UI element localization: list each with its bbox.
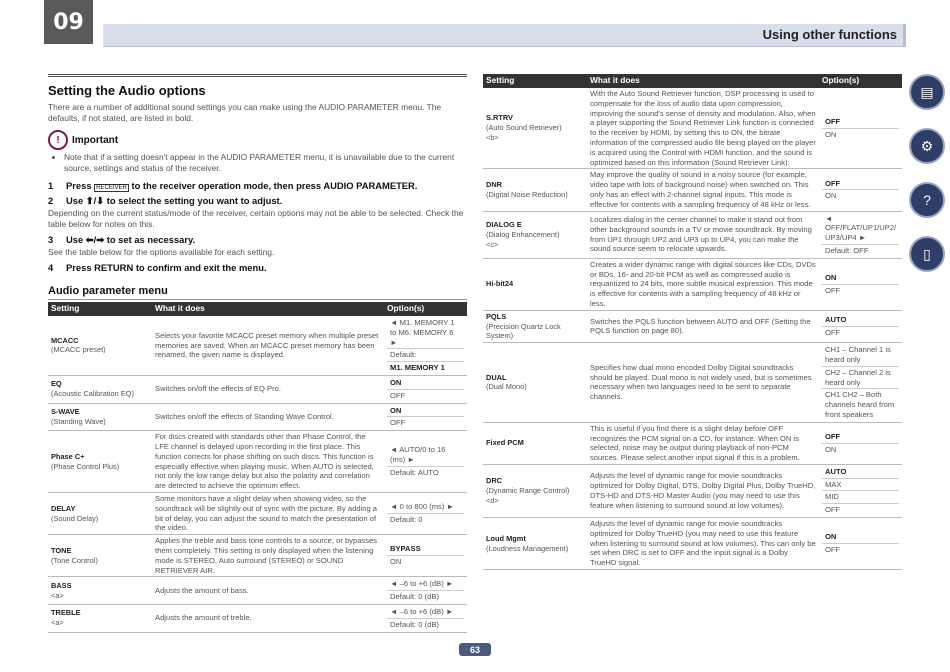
page-number: 63: [459, 643, 491, 656]
setting-cell: [483, 343, 587, 423]
option-value: ◄ –6 to +6 (dB) ►: [387, 606, 464, 619]
steps-list: [48, 180, 467, 273]
what-it-does-cell: Selects your favorite MCACC preset memory when multiple preset memories are saved. When an MCACC preset memory has been renamed, the given name is displayed.: [152, 316, 384, 375]
options-cell: [384, 492, 467, 534]
option-value: Default: 0 (dB): [390, 592, 439, 602]
setting-cell: [483, 258, 587, 310]
option-value: M1. MEMORY 1: [390, 363, 445, 373]
important-note: • Note that if a setting doesn't appear in the AUDIO PARAMETER menu, it is unavailable due to the current source, settings and status of the receiver.: [64, 152, 467, 174]
header-divider: [103, 46, 906, 47]
options-cell: [819, 518, 902, 570]
table-row: [48, 375, 467, 403]
section-title: Setting the Audio options: [48, 83, 206, 98]
table-row: [48, 604, 467, 632]
step-text: Press RETURN to confirm and exit the menu.: [66, 262, 267, 273]
option-value: OFF: [825, 545, 841, 555]
table-row: [483, 211, 902, 258]
right-column: [483, 74, 902, 570]
option-value: AUTO: [822, 314, 899, 327]
option-value: OFF: [825, 505, 841, 515]
setting-cell: [483, 310, 587, 342]
left-column: [48, 74, 467, 633]
section-rule: [48, 74, 467, 77]
option-value: ON: [825, 444, 837, 454]
table-row: [483, 88, 902, 169]
setting-name: Fixed PCM: [486, 438, 524, 448]
setting-name: TREBLE: [51, 608, 81, 618]
option-value: ◄ –6 to +6 (dB) ►: [387, 578, 464, 591]
setting-name: PQLS: [486, 311, 507, 321]
option-value: OFF: [822, 431, 899, 444]
header-title: Using other functions: [762, 27, 897, 42]
important-label: Important: [72, 134, 119, 146]
what-it-does-cell: Specifies how dual mono encoded Dolby Digital soundtracks should be played. Dual mono is not widely used, but is sometimes necessary when two languages need to be sent to separate channels.: [587, 343, 819, 423]
setting-subtitle: (Digital Noise Reduction): [486, 189, 568, 199]
table-header-row: [483, 74, 902, 88]
table-row: [48, 403, 467, 431]
setting-subtitle: (Sound Delay): [51, 513, 99, 523]
setting-subtitle: <a>: [51, 590, 64, 600]
setting-name: DELAY: [51, 503, 76, 513]
step-item: [48, 180, 467, 191]
setting-cell: [483, 169, 587, 211]
setting-cell: [483, 422, 587, 464]
setting-code: <b>: [486, 133, 499, 143]
what-it-does-cell: Localizes dialog in the center channel to make it stand out from other background sounds in a TV or movie soundtrack. By moving from UP1 through UP2 and UP3 up to UP4, you can make the sound source seem to relocate upwards.: [587, 211, 819, 258]
right-parameter-table: [483, 74, 902, 570]
setting-subtitle: (Standing Wave): [51, 416, 106, 426]
step-number: 1: [48, 180, 54, 191]
what-it-does-cell: With the Auto Sound Retriever function, DSP processing is used to compensate for the loss of audio data upon compression, improving the sound's sense of density and modulation. Also, when a player supporting the Sound Retriever Link function is connected to the receiver by HDMI, by setting this to ON, the bitrate information of the compressed audio file being played on the player is acquired using the Control with HDMI function, and the sound is optimized based on this information (Sound Retriever Link).: [587, 88, 819, 169]
options-cell: [384, 403, 467, 431]
options-cell: [384, 535, 467, 577]
option-value: ON: [387, 377, 464, 390]
important-icon: !: [48, 130, 68, 150]
option-value: AUTO: [822, 466, 899, 479]
step-number: 2: [48, 195, 54, 206]
header-setting: Setting: [483, 74, 587, 88]
what-it-does-cell: Some monitors have a slight delay when showing video, so the soundtrack will be slightly out of sync with the picture. By adding a bit of delay, you can adjust the sound to match the presentation of the video.: [152, 492, 384, 534]
table-row: [483, 343, 902, 423]
option-value: MID: [822, 491, 899, 504]
step-number: 4: [48, 262, 54, 273]
setting-subtitle: (Dialog Enhancement): [486, 229, 560, 239]
step-item: [48, 234, 467, 246]
what-it-does-cell: Creates a wider dynamic range with digital sources like CDs, DVDs or BDs. 16- and 20-bit PCM as well as compressed audio is requantized to 24 bits, more subtle musical expression. This mode is effective for contents with a sampling frequency of 48 kHz or less.: [587, 258, 819, 310]
left-parameter-table: [48, 302, 467, 633]
receiver-key: RECEIVER: [96, 185, 127, 191]
setting-subtitle: (Precision Quartz Lock System): [486, 321, 561, 341]
option-value: ON: [825, 129, 837, 139]
intro-text: There are a number of additional sound settings you can make using the AUDIO PARAMETER menu. The defaults, if not stated, are listed in bold.: [48, 102, 442, 123]
side-navigation: [907, 74, 947, 290]
setting-cell: [48, 403, 152, 431]
setting-subtitle: (Tone Control): [51, 555, 98, 565]
options-cell: [384, 316, 467, 375]
step-text: Press RECEIVER to the receiver operation mode, then press AUDIO PARAMETER.: [66, 180, 418, 191]
setting-cell: [48, 535, 152, 577]
option-value: ◄ OFF/FLAT/UP1/UP2/ UP3/UP4 ►: [822, 213, 899, 245]
book-icon[interactable]: ▤: [909, 74, 945, 110]
important-heading: [48, 130, 467, 150]
setting-cell: [48, 492, 152, 534]
setting-cell: [48, 316, 152, 375]
remote-icon[interactable]: ▯: [909, 236, 945, 272]
step-text: Use ⬅/➡ to set as necessary.: [66, 234, 196, 245]
options-cell: [819, 169, 902, 211]
setting-cell: [48, 604, 152, 632]
option-value: ◄ AUTO/0 to 16 (ms) ►: [387, 444, 464, 467]
option-value: BYPASS: [387, 543, 464, 556]
what-it-does-cell: Switches the PQLS function between AUTO and OFF (Setting the PQLS function on page 80).: [587, 310, 819, 342]
option-value: CH1 CH2 – Both channels heard from front speakers: [825, 390, 895, 419]
setting-name: S.RTRV: [486, 113, 513, 123]
table-row: [48, 316, 467, 375]
setting-name: DUAL: [486, 372, 507, 382]
option-value: Default: OFF: [825, 245, 869, 255]
option-value: Default: AUTO: [390, 467, 439, 477]
option-value: Default: 0 (dB): [390, 619, 439, 629]
what-it-does-cell: This is useful if you find there is a slight delay before OFF recognizes the PCM signal on a CD, for instance. When ON is selected, noise may be output during playback of non-PCM sources. Please select another input signal if this is a problem.: [587, 422, 819, 464]
what-it-does-cell: May improve the quality of sound in a noisy source (for example, video tape with lots of background noise) when switched on. This only has an effect with 2-channel signal inputs. This mode is effective for contents with a sampling frequency of 48 kHz or less.: [587, 169, 819, 211]
options-cell: [819, 258, 902, 310]
options-cell: [384, 577, 467, 605]
option-value: OFF: [390, 418, 406, 428]
setting-cell: [483, 211, 587, 258]
setting-name: BASS: [51, 580, 72, 590]
table-row: [483, 422, 902, 464]
setting-subtitle: (Auto Sound Retriever): [486, 123, 562, 133]
setting-subtitle: (Acoustic Calibration EQ): [51, 389, 134, 399]
option-value: ◄ M1. MEMORY 1 to M6. MEMORY 6 ►: [387, 317, 464, 349]
setting-code: <c>: [486, 239, 499, 249]
table-header-row: [48, 302, 467, 316]
setting-name: TONE: [51, 545, 72, 555]
setting-subtitle: <a>: [51, 618, 64, 628]
setting-cell: [48, 577, 152, 605]
setting-name: Phase C+: [51, 451, 85, 461]
table-row: [48, 431, 467, 493]
option-value: ON: [822, 272, 899, 285]
option-value: OFF: [390, 390, 406, 400]
step-note: Depending on the current status/mode of the receiver, certain options may not be able to be selected. Check the table below for notes on this.: [48, 208, 464, 229]
option-value: OFF: [822, 178, 899, 191]
what-it-does-cell: Adjusts the amount of bass.: [152, 577, 384, 605]
chapter-number: 09: [44, 0, 93, 44]
option-value: Default:: [387, 349, 464, 362]
option-value: ON: [390, 557, 402, 567]
setting-name: Hi-bit24: [486, 279, 514, 289]
what-it-does-cell: Switches on/off the effects of Standing Wave Control.: [152, 403, 384, 431]
what-it-does-cell: Adjusts the level of dynamic range for movie soundtracks optimized for Dolby TrueHD (you may need to use this feature when listening to surround sound at low volumes). This can only be set when DRC is set to OFF and the input signal is a Dolby TrueHD signal.: [587, 518, 819, 570]
option-value: ON: [825, 191, 837, 201]
options-cell: [384, 431, 467, 493]
setting-cell: [483, 88, 587, 169]
setting-name: EQ: [51, 379, 62, 389]
options-cell: [819, 211, 902, 258]
table-row: [48, 535, 467, 577]
setting-name: DIALOG E: [486, 219, 522, 229]
setting-name: Loud Mgmt: [486, 533, 526, 543]
options-cell: [384, 375, 467, 403]
table-row: [483, 464, 902, 517]
step-text: Use ⬆/⬇ to select the setting you want to adjust.: [66, 195, 283, 206]
option-value: OFF: [825, 285, 841, 295]
option-value: CH2 – Channel 2 is heard only: [822, 367, 899, 390]
step-item: [48, 195, 467, 207]
what-it-does-cell: Applies the treble and bass tone controls to a source, or bypasses them completely. This setting is only displayed when the listening mode is STEREO, Auto surround (STEREO) or SOUND RETRIEVER AIR.: [152, 535, 384, 577]
options-cell: [819, 310, 902, 342]
what-it-does-cell: For discs created with standards other than Phase Control, the LFE channel is delayed upon recording in the first place. This function corrects for phase shifting on such discs. This function is especially effective when playing music. When AUTO is selected, not only the low range delay but also the polarity and correlation are detected to achieve the optimum effect.: [152, 431, 384, 493]
option-value: OFF: [822, 116, 899, 129]
option-value: OFF: [825, 327, 841, 337]
table-row: [483, 518, 902, 570]
options-cell: [384, 604, 467, 632]
what-it-does-cell: Switches on/off the effects of EQ Pro.: [152, 375, 384, 403]
setting-subtitle: (Dual Mono): [486, 382, 527, 392]
header-options: Option(s): [819, 74, 902, 88]
help-icon[interactable]: ?: [909, 182, 945, 218]
options-cell: [819, 343, 902, 423]
table-row: [483, 258, 902, 310]
setting-subtitle: (MCACC preset): [51, 345, 106, 355]
option-value: Default: 0: [390, 515, 423, 525]
table-row: [483, 310, 902, 342]
step-note: See the table below for the options available for each setting.: [48, 247, 275, 257]
step-number: 3: [48, 234, 54, 245]
setting-name: S-WAVE: [51, 407, 80, 417]
options-cell: [819, 88, 902, 169]
header-setting: Setting: [48, 302, 152, 316]
settings-icon[interactable]: ⚙: [909, 128, 945, 164]
setting-subtitle: (Dynamic Range Control): [486, 486, 570, 496]
table-row: [48, 577, 467, 605]
table-row: [48, 492, 467, 534]
setting-subtitle: (Loudness Management): [486, 543, 569, 553]
option-value: ◄ 0 to 800 (ms) ►: [387, 501, 464, 514]
table-row: [483, 169, 902, 211]
setting-name: MCACC: [51, 335, 79, 345]
setting-code: <d>: [486, 495, 499, 505]
what-it-does-cell: Adjusts the level of dynamic range for movie soundtracks optimized for Dolby Digital, DTS, Dolby Digital Plus, Dolby TrueHD, DTS-HD and DTS-HD Master Audio (you may need to use this feature when listening to surround sound at low volumes).: [587, 464, 819, 517]
setting-cell: [483, 518, 587, 570]
setting-subtitle: (Phase Control Plus): [51, 461, 120, 471]
subsection-title: Audio parameter menu: [48, 285, 467, 300]
option-value: MAX: [822, 479, 899, 492]
options-cell: [819, 422, 902, 464]
option-value: CH1 – Channel 1 is heard only: [822, 344, 899, 367]
header-what: What it does: [152, 302, 384, 316]
option-value: ON: [822, 531, 899, 544]
header-what: What it does: [587, 74, 819, 88]
setting-cell: [483, 464, 587, 517]
setting-name: DNR: [486, 180, 503, 190]
option-value: ON: [387, 405, 464, 418]
header-options: Option(s): [384, 302, 467, 316]
options-cell: [819, 464, 902, 517]
setting-name: DRC: [486, 476, 503, 486]
setting-cell: [48, 431, 152, 493]
setting-cell: [48, 375, 152, 403]
step-item: [48, 262, 467, 273]
what-it-does-cell: Adjusts the amount of treble.: [152, 604, 384, 632]
important-list: [56, 152, 467, 174]
header-bar: [103, 24, 906, 46]
